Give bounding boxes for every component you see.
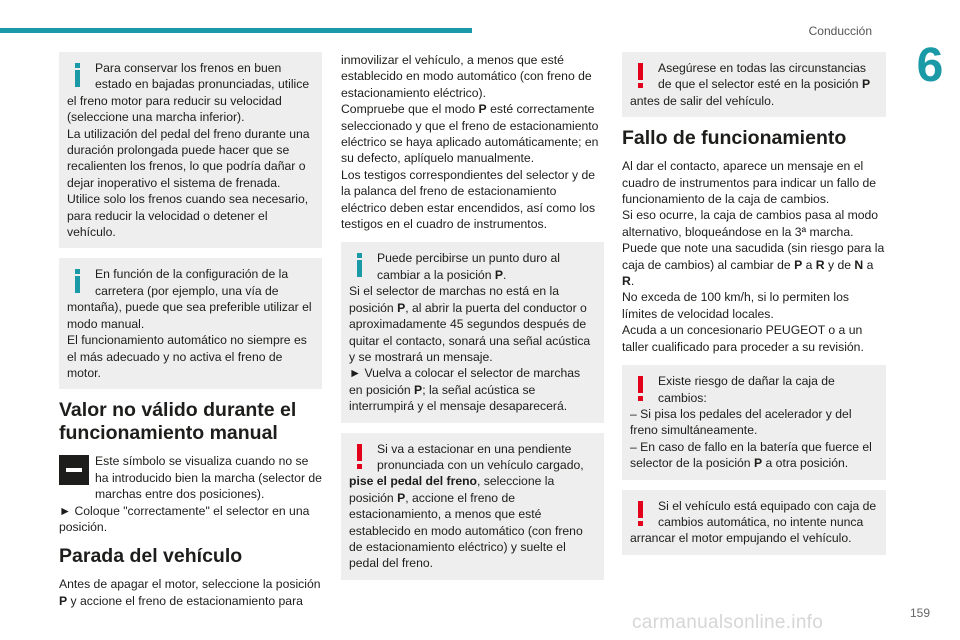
- heading-vehicle-stop: Parada del vehículo: [59, 545, 243, 568]
- paragraph: Este símbolo se visualiza cuando no se ha introducido bien la marcha (selector de marchas entre dos posiciones).: [95, 454, 322, 502]
- info-box-brakes: [59, 52, 322, 248]
- paragraph: Si eso ocurre, la caja de cambios pasa al modo alternativo, bloqueándose en la 3ª marcha.: [622, 208, 879, 239]
- heading-invalid-value: Valor no válido durante el funcionamiento manual: [59, 399, 297, 445]
- warning-text: Si va a estacionar en una pendiente pronunciada con un vehículo cargado, pise el pedal del freno, seleccione la posición P, accione el freno de estacionamiento, a menos que esté establecido en modo automático (con freno de estacionamiento eléctrico) y suelte el pedal del freno.: [349, 441, 584, 571]
- page-number: 159: [909, 606, 930, 620]
- info-text: En función de la configuración de la carretera (por ejemplo, una vía de montaña), puede que sea preferible utilizar el modo manual.: [67, 267, 312, 331]
- warning-box-leave-vehicle: [622, 52, 886, 117]
- column-1: [59, 52, 322, 619]
- warning-icon: [349, 441, 375, 471]
- paragraph: ► Coloque "correctamente" el selector en una posición.: [59, 503, 310, 534]
- paragraph: inmovilizar el vehículo, a menos que esté establecido en modo automático (con freno de estacionamiento eléctrico).: [341, 53, 592, 100]
- warning-icon: [630, 498, 656, 528]
- column-2: [341, 52, 604, 590]
- chapter-number: 6: [916, 39, 944, 92]
- paragraph: Acuda a un concesionario PEUGEOT o a un taller cualificado para proceder a su revisión.: [622, 323, 864, 354]
- info-text: ► Vuelva a colocar el selector de marchas en posición P; la señal acústica se interrumpirá y el mensaje desaparecerá.: [349, 366, 581, 414]
- heading-malfunction: Fallo de funcionamiento: [622, 127, 847, 150]
- parking-text: [341, 52, 604, 232]
- info-text: El funcionamiento automático no siempre es el más adecuado y no activa el freno de motor.: [67, 333, 307, 380]
- watermark: carmanualsonline.info: [632, 612, 824, 633]
- paragraph: No exceda de 100 km/h, si lo permiten los límites de velocidad locales.: [622, 290, 849, 321]
- paragraph: Compruebe que el modo P esté correctamente seleccionado y que el freno de estacionamiento eléctrico se haya aplicado automáticamente; en su defecto, aplíquelo manualmente.: [341, 102, 599, 166]
- column-3: [622, 52, 886, 565]
- info-box-selector: [341, 242, 604, 422]
- warning-icon: [630, 60, 656, 90]
- warning-box-push-start: [622, 490, 886, 555]
- info-text: Utilice solo los frenos cuando sea necesario, para reducir la velocidad o detener el vehículo.: [67, 192, 309, 240]
- paragraph: Al dar el contacto, aparece un mensaje en el cuadro de instrumentos para indicar un fallo de funcionamiento de la caja de cambios.: [622, 159, 877, 207]
- warning-text: Si el vehículo está equipado con caja de cambios automática, no intente nunca arrancar el motor empujando el vehículo.: [630, 498, 877, 546]
- warning-text: – En caso de fallo en la batería que fuerce el selector de la posición P a otra posición.: [630, 439, 872, 471]
- paragraph: Antes de apagar el motor, seleccione la posición P y accione el freno de estacionamiento para: [59, 577, 321, 608]
- warning-icon: [630, 373, 656, 403]
- paragraph: Puede que note una sacudida (sin riesgo para la caja de cambios) al cambiar de P a R y de N a R.: [622, 241, 885, 289]
- malfunction-text: [622, 158, 886, 355]
- info-icon: [349, 250, 375, 280]
- invalid-value-text: [59, 453, 322, 535]
- info-text: Para conservar los frenos en buen estado en bajadas pronunciadas, utilice el freno motor para reducir su velocidad (seleccione una marcha inferior).: [67, 61, 310, 125]
- warning-text: Asegúrese en todas las circunstancias de que el selector esté en la posición P antes de salir del vehículo.: [630, 61, 871, 108]
- section-title: Conducción: [808, 24, 872, 38]
- invalid-gear-symbol-icon: [59, 455, 89, 485]
- paragraph: Los testigos correspondientes del selector y de la palanca del freno de estacionamiento eléctrico deben estar encendidos, así como los testigos en el cuadro de instrumentos.: [341, 167, 596, 232]
- info-icon: [67, 266, 93, 296]
- warning-box-gearbox-damage: [622, 365, 886, 479]
- warning-text: – Si pisa los pedales del acelerador y del freno simultáneamente.: [630, 406, 852, 438]
- warning-box-slope: [341, 433, 604, 580]
- vehicle-stop-text: [59, 576, 322, 609]
- info-box-manual-mode: [59, 258, 322, 389]
- top-accent-bar: [0, 28, 472, 33]
- info-text: Si el selector de marchas no está en la posición P, al abrir la puerta del conductor o aproximadamente 45 segundos después de quitar el contacto, sonará una señal acústica y se mostrará un mensaje.: [349, 284, 591, 364]
- warning-text: Existe riesgo de dañar la caja de cambios:: [658, 374, 835, 405]
- info-icon: [67, 60, 93, 90]
- info-text: Puede percibirse un punto duro al cambiar a la posición P.: [377, 251, 560, 282]
- info-text: La utilización del pedal del freno durante una duración prolongada puede hacer que se recalienten los frenos, lo que podría dañar o dejar inoperativo el sistema de frenada.: [67, 126, 310, 190]
